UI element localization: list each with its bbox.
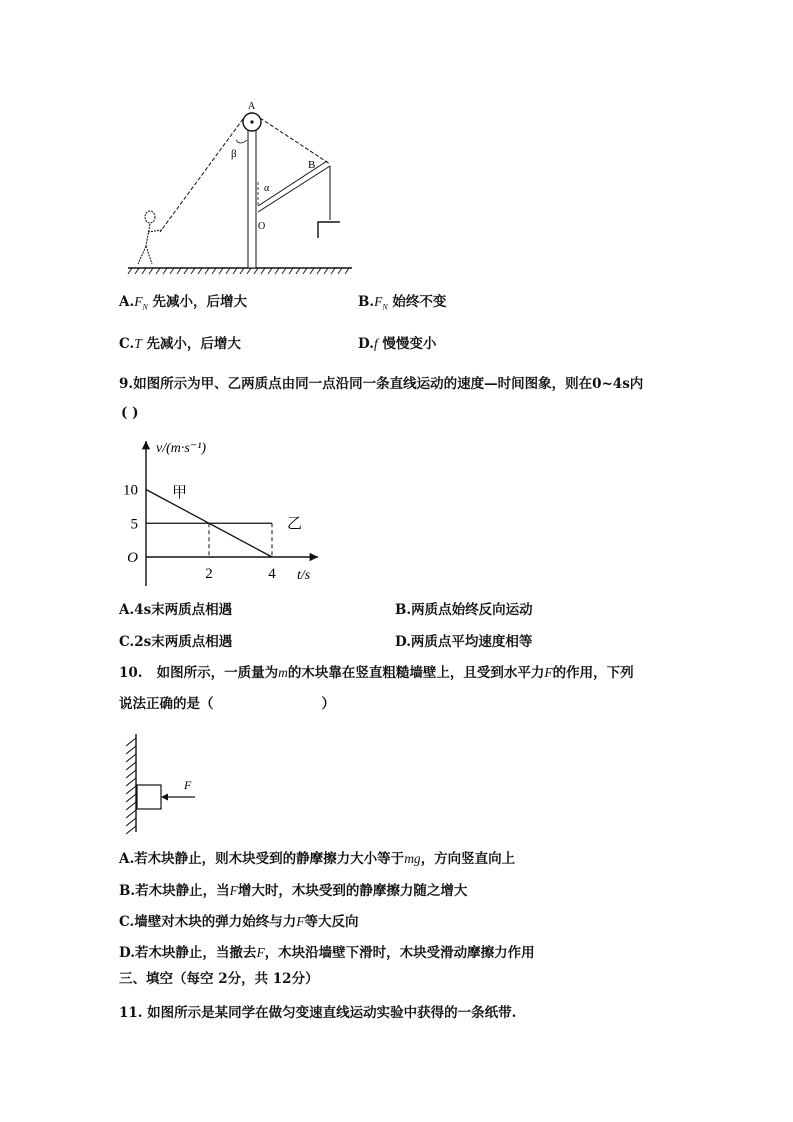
label-beta: β <box>231 148 237 160</box>
section-heading: 三、填空（每空 2分，共 12分） <box>119 971 319 987</box>
x-tick-label: 4 <box>268 566 276 582</box>
wall-hatch-mark <box>126 826 136 834</box>
wall-hatch-mark <box>126 746 136 754</box>
label-o: O <box>258 221 266 232</box>
label-alpha: α <box>264 183 270 194</box>
label-a: A <box>248 101 256 112</box>
q10-option-d[interactable]: D.若木块静止，当撤去F，木块沿墙壁下滑时，木块受滑动摩擦力作用 <box>119 945 535 961</box>
q9-option-b[interactable]: B.两质点始终反向运动 <box>395 602 533 618</box>
y-tick-label: O <box>127 550 138 566</box>
q8-option-a[interactable]: $A.F_N$ 先减小，后增大 <box>119 294 247 312</box>
wall-hatch-mark <box>126 770 136 778</box>
q9-option-d[interactable]: D.两质点平均速度相等 <box>395 634 533 650</box>
label-b: B <box>308 159 316 171</box>
q10-option-c[interactable]: C.墙壁对木块的弹力始终与力F等大反向 <box>119 914 359 930</box>
q9-option-a[interactable]: A.4s末两质点相遇 <box>119 602 233 618</box>
series-yi-label: 乙 <box>287 516 303 532</box>
wall-hatch-mark <box>126 762 136 770</box>
q10-option-b[interactable]: B.若木块静止，当F增大时，木块受到的静摩擦力随之增大 <box>119 883 468 899</box>
q9-option-c[interactable]: C.2s末两质点相遇 <box>119 634 233 650</box>
wall-hatch-mark <box>126 794 136 802</box>
force-label-f: F <box>184 778 192 792</box>
q10-option-a[interactable]: A.若木块静止，则木块受到的静摩擦力大小等于mg，方向竖直向上 <box>119 851 516 867</box>
wall-hatch-mark <box>126 738 136 746</box>
y-tick-label: 5 <box>130 516 138 533</box>
wall-hatch-mark <box>126 778 136 786</box>
wall-hatch-mark <box>126 786 136 794</box>
q11-stem: 11. 如图所示是某同学在做匀变速直线运动实验中获得的一条纸带. <box>119 1005 517 1021</box>
wall-hatch-mark <box>126 754 136 762</box>
q8-option-c[interactable]: C.T 先减小，后增大 <box>119 336 241 352</box>
q9-paren: ( ) <box>121 405 139 421</box>
y-tick-label: 10 <box>123 482 138 499</box>
q8-option-d[interactable]: D.f 慢慢变小 <box>358 336 437 352</box>
x-tick-label: 2 <box>205 566 213 582</box>
q10-stem: 10. 如图所示，一质量为m的木块靠在竖直粗糙墙壁上，且受到水平力F的作用，下列 <box>119 665 634 681</box>
q8-option-b[interactable]: $B.F_N$ 始终不变 <box>358 294 447 312</box>
series-jia-label: 甲 <box>172 485 188 501</box>
x-axis-label: t/s <box>297 568 311 583</box>
wall-hatch-mark <box>126 810 136 818</box>
y-axis-label: v/(m·s⁻¹) <box>156 441 207 456</box>
q9-stem: 9.如图所示为甲、乙两质点由同一点沿同一条直线运动的速度—时间图象，则在0~4s内 <box>119 376 644 392</box>
wall-hatch-mark <box>126 818 136 826</box>
q10-stem-line2: 说法正确的是（ ） <box>119 696 335 712</box>
wall-hatch-mark <box>126 802 136 810</box>
